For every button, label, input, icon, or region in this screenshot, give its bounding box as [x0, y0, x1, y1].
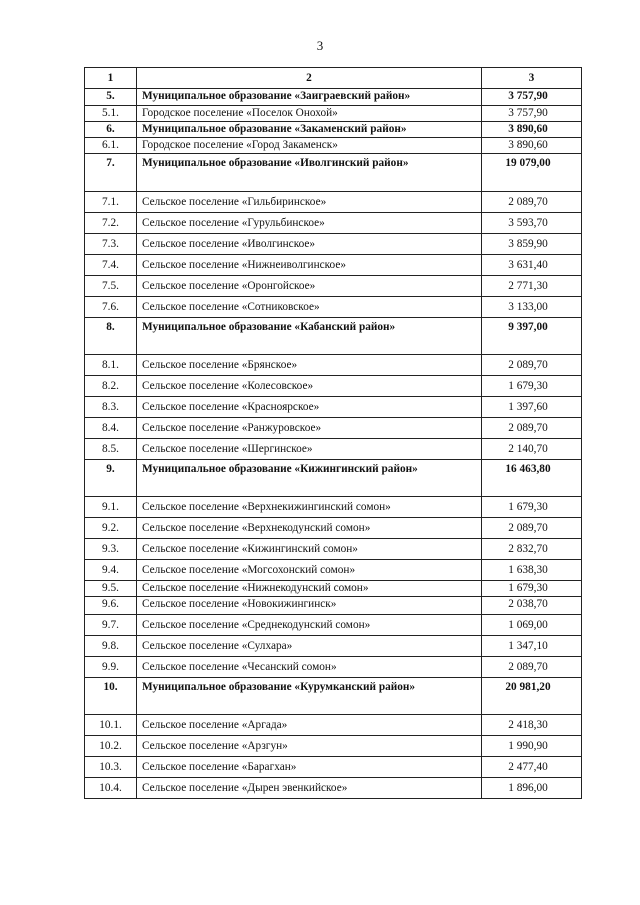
row-number: 7.2. [85, 213, 137, 234]
row-value: 2 140,70 [482, 439, 582, 460]
table-row [85, 615, 582, 636]
table-row [85, 715, 582, 736]
row-number: 9. [85, 460, 137, 497]
row-name: Сельское поселение «Сулхара» [137, 636, 482, 657]
row-value: 3 859,90 [482, 234, 582, 255]
row-number: 10. [85, 678, 137, 715]
table-row [85, 297, 582, 318]
row-value: 16 463,80 [482, 460, 582, 497]
row-number: 9.3. [85, 539, 137, 560]
row-name: Сельское поселение «Красноярское» [137, 397, 482, 418]
row-value: 3 757,90 [482, 89, 582, 106]
table-row [85, 757, 582, 778]
row-number: 8.4. [85, 418, 137, 439]
row-name: Муниципальное образование «Заиграевский район» [137, 89, 482, 106]
row-value: 2 418,30 [482, 715, 582, 736]
row-value: 2 832,70 [482, 539, 582, 560]
row-number: 6. [85, 122, 137, 138]
table-body [85, 68, 582, 799]
row-number: 7.6. [85, 297, 137, 318]
row-value: 1 638,30 [482, 560, 582, 581]
row-name: Сельское поселение «Дырен эвенкийское» [137, 778, 482, 799]
row-number: 9.8. [85, 636, 137, 657]
table-row [85, 106, 582, 122]
row-value: 2 089,70 [482, 192, 582, 213]
row-number: 8.5. [85, 439, 137, 460]
row-name: Сельское поселение «Гурульбинское» [137, 213, 482, 234]
row-number: 9.5. [85, 581, 137, 597]
table-row [85, 234, 582, 255]
table-row [85, 678, 582, 715]
table-row [85, 597, 582, 615]
table-row [85, 318, 582, 355]
row-number: 6.1. [85, 138, 137, 154]
table-row [85, 657, 582, 678]
table-row [85, 397, 582, 418]
row-value: 1 397,60 [482, 397, 582, 418]
table-header-row [85, 68, 582, 89]
row-value: 3 593,70 [482, 213, 582, 234]
row-value: 3 757,90 [482, 106, 582, 122]
table-row [85, 138, 582, 154]
row-value: 19 079,00 [482, 154, 582, 192]
table-row [85, 192, 582, 213]
table-row [85, 122, 582, 138]
row-value: 1 990,90 [482, 736, 582, 757]
row-name: Муниципальное образование «Кижингинский район» [137, 460, 482, 497]
row-number: 10.3. [85, 757, 137, 778]
row-value: 3 890,60 [482, 122, 582, 138]
budget-table [84, 67, 582, 799]
table-row [85, 276, 582, 297]
table-row [85, 154, 582, 192]
row-name: Сельское поселение «Чесанский сомон» [137, 657, 482, 678]
row-name: Сельское поселение «Барагхан» [137, 757, 482, 778]
row-name: Сельское поселение «Среднекодунский сомон» [137, 615, 482, 636]
table-row [85, 439, 582, 460]
table-row [85, 418, 582, 439]
row-number: 9.2. [85, 518, 137, 539]
header-col-3: 3 [482, 68, 582, 89]
table-row [85, 560, 582, 581]
row-value: 3 890,60 [482, 138, 582, 154]
row-number: 9.4. [85, 560, 137, 581]
row-value: 1 679,30 [482, 497, 582, 518]
row-value: 2 038,70 [482, 597, 582, 615]
header-col-1: 1 [85, 68, 137, 89]
row-value: 9 397,00 [482, 318, 582, 355]
row-name: Сельское поселение «Нижнекодунский сомон» [137, 581, 482, 597]
row-name: Муниципальное образование «Закаменский район» [137, 122, 482, 138]
row-value: 2 477,40 [482, 757, 582, 778]
row-number: 10.1. [85, 715, 137, 736]
row-name: Сельское поселение «Новокижингинск» [137, 597, 482, 615]
row-number: 10.2. [85, 736, 137, 757]
row-value: 1 347,10 [482, 636, 582, 657]
row-name: Сельское поселение «Нижнеиволгинское» [137, 255, 482, 276]
row-value: 3 133,00 [482, 297, 582, 318]
row-number: 7.1. [85, 192, 137, 213]
table-row [85, 89, 582, 106]
row-name: Муниципальное образование «Кабанский район» [137, 318, 482, 355]
row-number: 9.6. [85, 597, 137, 615]
row-value: 3 631,40 [482, 255, 582, 276]
row-name: Сельское поселение «Колесовское» [137, 376, 482, 397]
row-name: Муниципальное образование «Иволгинский район» [137, 154, 482, 192]
row-name: Городское поселение «Город Закаменск» [137, 138, 482, 154]
table-row [85, 355, 582, 376]
row-name: Сельское поселение «Гильбиринское» [137, 192, 482, 213]
row-name: Сельское поселение «Брянское» [137, 355, 482, 376]
row-name: Сельское поселение «Оронгойское» [137, 276, 482, 297]
table-row [85, 376, 582, 397]
row-number: 9.7. [85, 615, 137, 636]
table-row [85, 497, 582, 518]
table-row [85, 518, 582, 539]
row-name: Сельское поселение «Арзгун» [137, 736, 482, 757]
table-row [85, 460, 582, 497]
table-row [85, 778, 582, 799]
row-number: 9.1. [85, 497, 137, 518]
table-row [85, 736, 582, 757]
page-number: 3 [316, 38, 324, 53]
row-value: 2 089,70 [482, 657, 582, 678]
row-name: Сельское поселение «Иволгинское» [137, 234, 482, 255]
row-value: 1 069,00 [482, 615, 582, 636]
header-col-2: 2 [137, 68, 482, 89]
row-value: 2 089,70 [482, 418, 582, 439]
row-name: Сельское поселение «Верхнекодунский сомон» [137, 518, 482, 539]
table-row [85, 255, 582, 276]
row-number: 8.3. [85, 397, 137, 418]
row-number: 10.4. [85, 778, 137, 799]
row-name: Сельское поселение «Верхнекижингинский сомон» [137, 497, 482, 518]
table-row [85, 581, 582, 597]
row-number: 7.5. [85, 276, 137, 297]
row-number: 5.1. [85, 106, 137, 122]
row-number: 7.3. [85, 234, 137, 255]
row-name: Городское поселение «Поселок Онохой» [137, 106, 482, 122]
table-row [85, 539, 582, 560]
row-number: 8. [85, 318, 137, 355]
row-number: 5. [85, 89, 137, 106]
row-value: 2 771,30 [482, 276, 582, 297]
row-number: 8.1. [85, 355, 137, 376]
row-name: Сельское поселение «Аргада» [137, 715, 482, 736]
row-name: Муниципальное образование «Курумканский район» [137, 678, 482, 715]
table-row [85, 636, 582, 657]
row-name: Сельское поселение «Шергинское» [137, 439, 482, 460]
row-number: 7.4. [85, 255, 137, 276]
row-name: Сельское поселение «Ранжуровское» [137, 418, 482, 439]
table-row [85, 213, 582, 234]
row-value: 1 679,30 [482, 581, 582, 597]
row-name: Сельское поселение «Сотниковское» [137, 297, 482, 318]
row-value: 20 981,20 [482, 678, 582, 715]
row-name: Сельское поселение «Могсохонский сомон» [137, 560, 482, 581]
row-value: 1 679,30 [482, 376, 582, 397]
row-value: 2 089,70 [482, 518, 582, 539]
row-name: Сельское поселение «Кижингинский сомон» [137, 539, 482, 560]
row-number: 7. [85, 154, 137, 192]
row-value: 2 089,70 [482, 355, 582, 376]
row-number: 9.9. [85, 657, 137, 678]
row-number: 8.2. [85, 376, 137, 397]
row-value: 1 896,00 [482, 778, 582, 799]
